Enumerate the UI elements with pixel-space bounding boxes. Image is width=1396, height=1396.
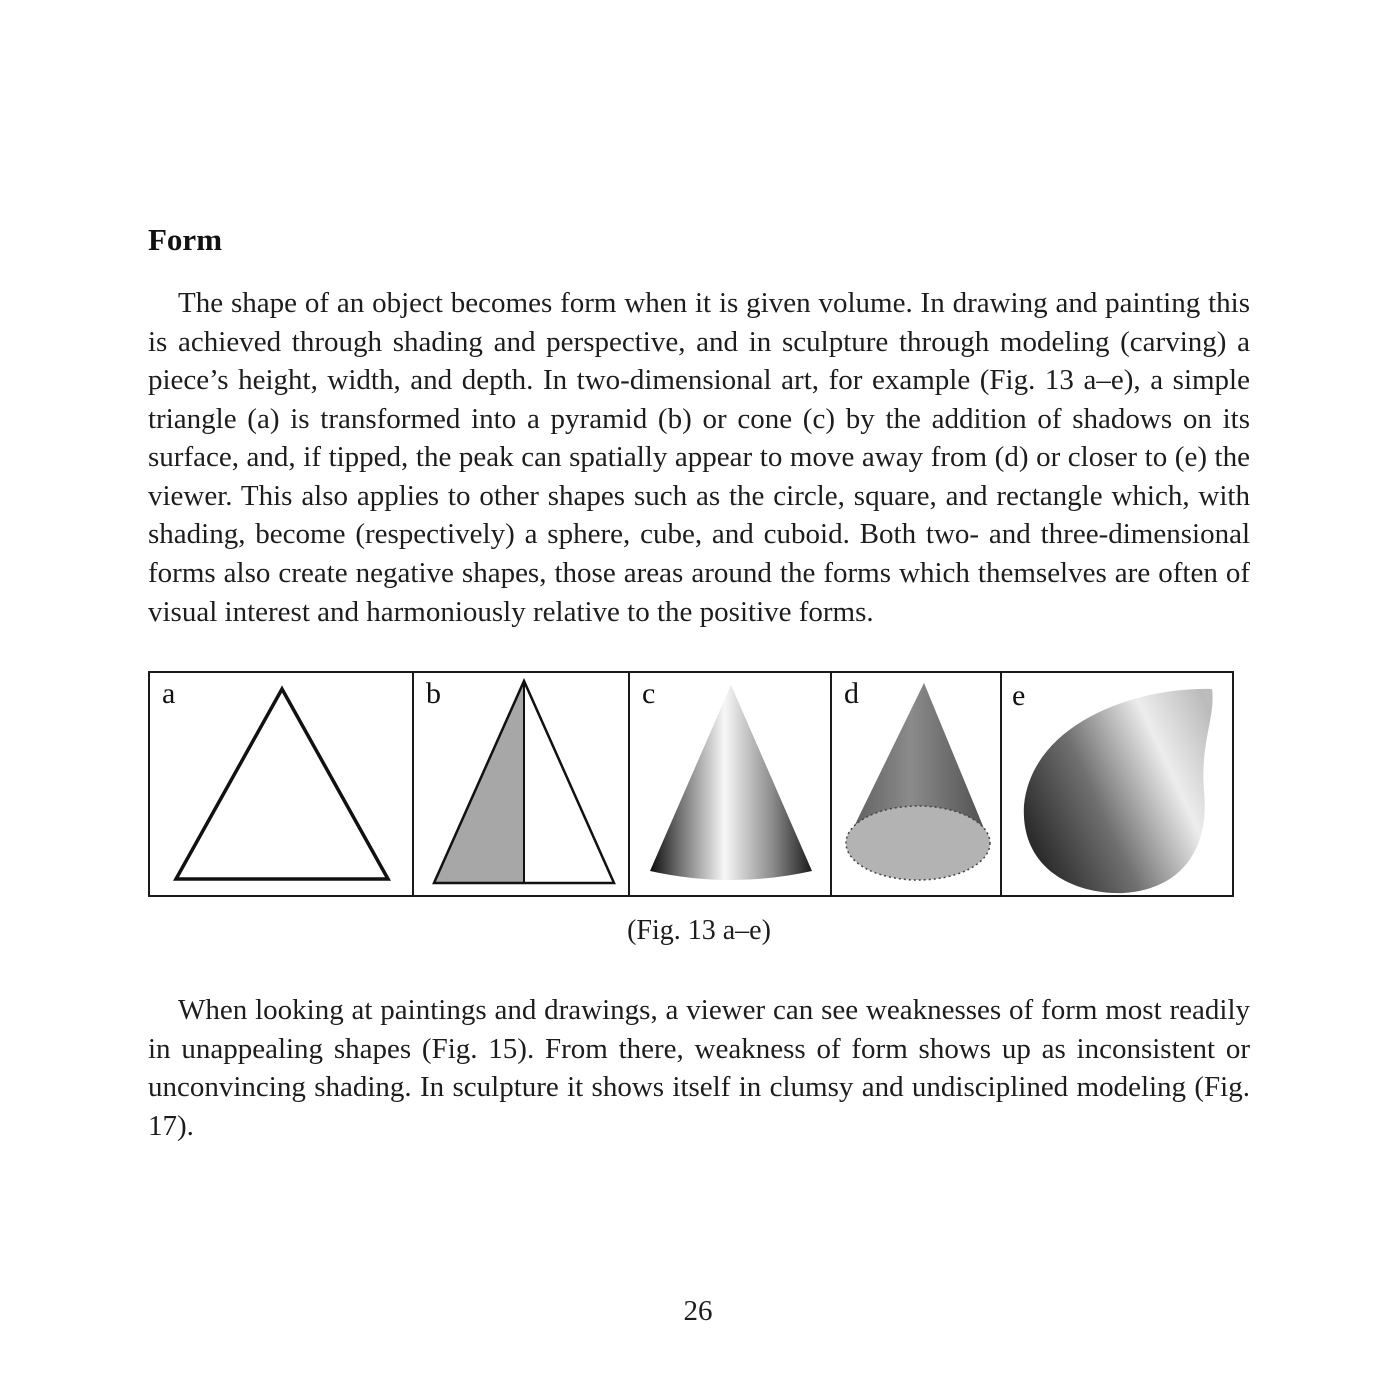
figure-panel-a xyxy=(148,671,414,897)
figure-panel-b xyxy=(412,671,630,897)
section-heading: Form xyxy=(148,222,223,257)
figure-panel-c xyxy=(628,671,832,897)
cone-tipped-toward-viewer-image xyxy=(1002,673,1232,895)
figure-panel-e xyxy=(1000,671,1234,897)
figure-caption: (Fig. 13 a–e) xyxy=(627,915,771,947)
figure-13-strip xyxy=(148,671,1250,897)
paragraph-form-intro: The shape of an object becomes form when it is given volume. In drawing and painting this is achieved through shading and perspective, and in sculpture through modeling (carving) a piece’s height, width, and depth. In two-dimensional art, for example (Fig. 13 a–e), a simple triangle (a) is transformed into a pyramid (b) or cone (c) by the addition of shadows on its surface, and, if tipped, the peak can spatially appear to move away from (d) or closer to (e) the viewer. This also applies to other shapes such as the circle, square, and rectangle which, with shading, become (respectively) a sphere, cube, and cuboid. Both two- and three-dimensional forms also create negative shapes, those areas around the forms which themselves are often of visual interest and harmoniously relative to the positive forms. xyxy=(148,287,1250,628)
panel-a-label: a xyxy=(162,677,176,711)
panel-d-label: d xyxy=(844,677,859,711)
half-shaded-triangle-image xyxy=(414,673,628,895)
page-content xyxy=(148,222,1250,1145)
shaded-cone-image xyxy=(630,673,830,895)
panel-b-label: b xyxy=(426,677,441,711)
outline-triangle-image xyxy=(150,673,412,895)
page-number: 26 xyxy=(683,1295,713,1327)
panel-e-label: e xyxy=(1012,679,1026,713)
figure-panel-d xyxy=(830,671,1002,897)
panel-c-label: c xyxy=(642,677,656,711)
paragraph-weakness: When looking at paintings and drawings, a viewer can see weaknesses of form most readily in unappealing shapes (Fig. 15). From there, weakness of form shows up as inconsistent or unconvincing shading. In sculpture it shows itself in clumsy and undisciplined modeling (Fig. 17). xyxy=(148,994,1250,1142)
